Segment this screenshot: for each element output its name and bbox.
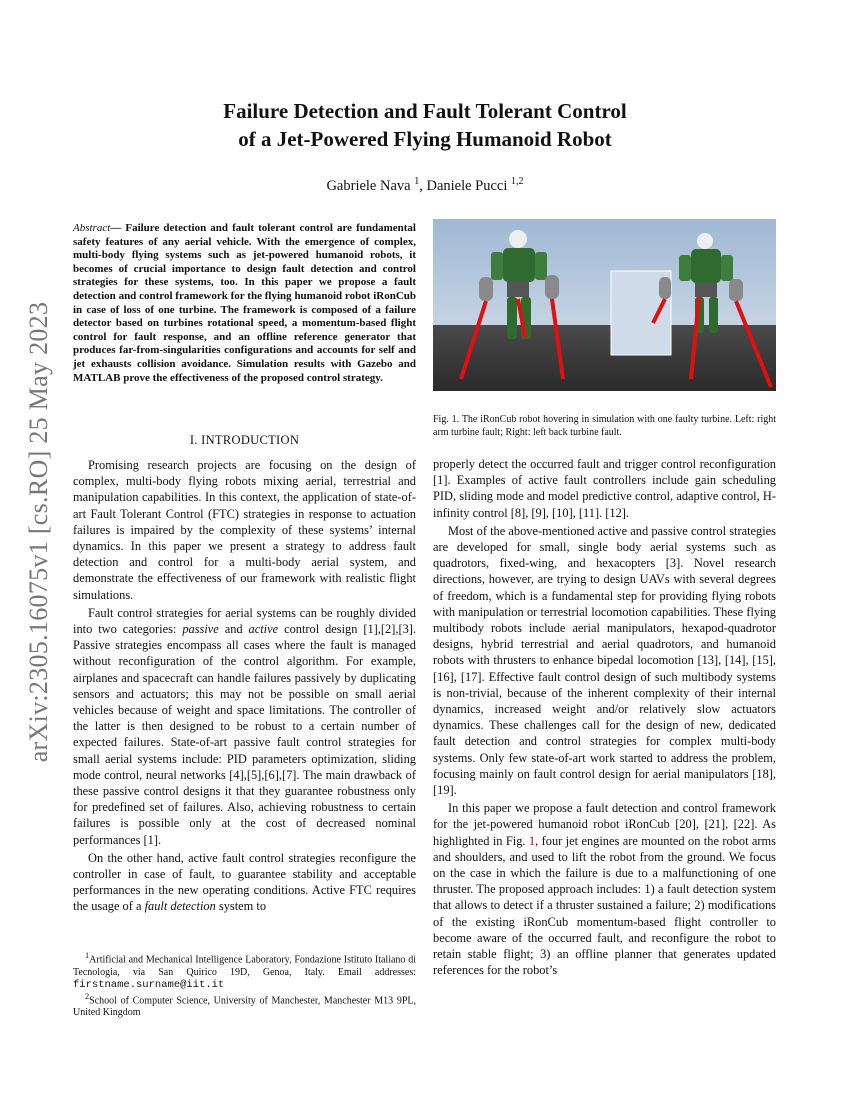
figure-reference-link[interactable]: 1 <box>528 833 536 848</box>
email-address: firstname.surname@iit.it <box>73 978 225 991</box>
author-1: Gabriele Nava <box>326 177 415 194</box>
intro-paragraph-2: Fault control strategies for aerial systems can be roughly divided into two categories: passive and active control design [1],[2],[3]. Passive strategies encompass all cases where the fault is managed without reconfiguration of the control algorithm. For example, airplanes and spacecraft can handle failures passively by duplicating sensors and actuators; this may not be possible on small aerial vehicles because of weight and space limitations. The controller of the latter is then designed to be robust to a certain number of expected failures. State-of-art passive fault control strategies for small aerial systems include: PID parameters optimization, sliding mode control, neural networks [4],[5],[6],[7]. The main drawback of these passive control designs it that they guarantee robustness only for predefined set of failures. Also, achieving robustness to certain failures is possible only at the cost of decreased nominal performances [1]. <box>73 605 416 847</box>
author-2-affiliation: 1,2 <box>511 176 524 187</box>
intro-paragraph-3: On the other hand, active fault control strategies reconfigure the controller in case of fault, to guarantee stability and acceptable performances in the new operating conditions. Active FTC requires the usage of a fault detection system to <box>73 850 416 914</box>
author-1-affiliation: 1 <box>414 176 420 187</box>
section-heading: I. INTRODUCTION <box>189 433 300 447</box>
author-list <box>120 176 730 195</box>
right-paragraph-1: properly detect the occurred fault and trigger control reconfiguration [1]. Examples of active fault controllers include gain scheduling PID, sliding mode and model predictive control, adaptive control, H-infinity control [8], [9], [10], [11]. [12]. <box>433 457 776 520</box>
author-separator: , Daniele Pucci <box>419 177 512 194</box>
intro-column <box>73 457 416 917</box>
intro-paragraph-1: Promising research projects are focusing on the design of complex, multi-body flying robots mixing aerial, terrestrial and manipulation capabilities. In this context, the application of state-of-art Fault Tolerant Control (FTC) strategies in response to actuation failures is impaired by the complexity of these systems’ internal dynamics. In this paper we present a strategy to address fault detection and control for a multi-body aerial system, and demonstrate the effectiveness of our framework with realistic flight simulations. <box>73 458 416 602</box>
footnotes <box>73 950 416 1020</box>
figure-1 <box>433 219 776 391</box>
right-paragraph-3: In this paper we propose a fault detection and control framework for the jet-powered humanoid robot iRonCub [20], [21], [22]. As highlighted in Fig. 1, four jet engines are mounted on the robot arms and shoulders, and used to lift the robot from the ground. We focus on the case in which the failure is due to a malfunctioning of one thruster. The proposed approach includes: 1) a fault detection system that allows to detect if a thruster sustained a failure; 2) modifications of the existing iRonCub momentum-based flight controller to become aware of the occurred fault, and reconfigure the robot to retain stable flight; 3) an offline planner that generates updated references for the robot’s <box>433 801 776 978</box>
footnote-1: $^1$Artificial and Mechanical Intelligence Laboratory, Fondazione Istituto Italiano di Tecnologia, via San Quirico 19D, Genoa, Italy. Email addresses: firstname.surname@iit.it <box>73 951 416 991</box>
footnote-2: $^2$School of Computer Science, University of Manchester, Manchester M13 9PL, United Kingdom <box>73 991 416 1019</box>
right-paragraph-2: Most of the above-mentioned active and passive control strategies are developed for small, single body aerial systems such as quadrotors, fixed-wing, and hexacopters [3]. Novel research directions, however, are trying to design UAVs with several degrees of freedom, which is a fundamental step for providing flying robots with manipulation or terrestrial locomotion capabilities. These flying multibody robots include aerial manipulators, hexapod-quadrotor designs, hybrid terrestrial and aerial quadrotors, and humanoid robots with thrusters to enhance bipedal locomotion [13], [14], [15], [16], [17]. Effective fault control design of such multibody systems is non-trivial, because of the inherent complexity of their internal dynamics, increased weight and/or relatively slow actuators dynamics. These challenges call for the design of new, dedicated fault detection and control strategies for complex multi-body systems. Only few state-of-art work started to address the problem, focusing mainly on fault control design for aerial manipulators [18], [19]. <box>433 523 776 798</box>
arxiv-identifier: arXiv:2305.16075v1 [cs.RO] 25 May 2023 <box>24 301 53 763</box>
title-line-2: of a Jet-Powered Flying Humanoid Robot <box>238 127 612 151</box>
figure-1-caption: Fig. 1. The iRonCub robot hovering in simulation with one faulty turbine. Left: right arm turbine fault; Right: left back turbine fault. <box>433 414 776 438</box>
figure-1-image <box>433 219 776 391</box>
paper-title <box>120 97 730 153</box>
right-column <box>433 456 776 981</box>
abstract <box>73 222 416 385</box>
abstract-label: Abstract <box>73 222 111 234</box>
arxiv-sidebar <box>22 282 56 782</box>
title-line-1: Failure Detection and Fault Tolerant Control <box>223 99 627 123</box>
abstract-text: — Failure detection and fault tolerant control are fundamental safety features of any aerial vehicle. With the emergence of complex, multi-body flying systems such as jet-powered humanoid robots, it becomes of crucial importance to design fault detection and control strategies for these systems, too. In this paper we propose a fault detection and control framework for the flying humanoid robot iRonCub in case of loss of one turbine. The framework is composed of a failure detector based on turbines rotational speed, a momentum-based flight control for fault response, and an offline reference generator that produces far-from-singularities configurations and accounts for self and jet exhausts collision avoidance. Simulation results with Gazebo and MATLAB prove the effectiveness of the proposed control strategy. <box>73 222 416 384</box>
